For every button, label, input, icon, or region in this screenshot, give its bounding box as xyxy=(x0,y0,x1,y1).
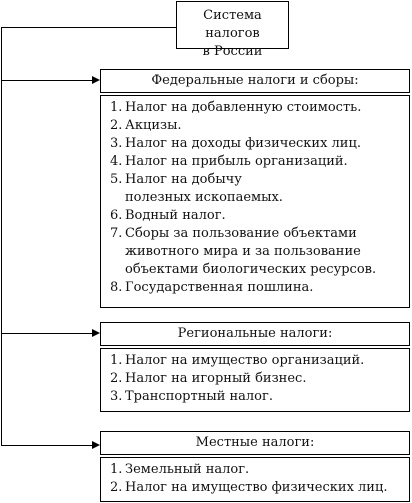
item-number: 3. xyxy=(110,136,123,151)
item-text: Налог на имущество физических лиц. xyxy=(125,480,388,495)
list-item xyxy=(110,117,409,135)
federal-list xyxy=(101,96,409,297)
regional-list xyxy=(101,349,409,406)
item-number: 1. xyxy=(110,100,123,115)
item-text: Государственная пошлина. xyxy=(125,280,314,295)
item-number: 4. xyxy=(110,154,123,169)
item-number: 1. xyxy=(110,353,123,368)
item-text: Земельный налог. xyxy=(125,462,250,477)
list-item xyxy=(110,99,409,117)
item-number: 2. xyxy=(110,480,123,495)
item-text: Налог на доходы физических лиц. xyxy=(125,136,361,151)
item-text: Акцизы. xyxy=(125,118,182,133)
arrow-federal xyxy=(92,76,100,84)
list-item xyxy=(110,370,409,388)
regional-title: Региональные налоги: xyxy=(177,326,333,341)
item-text: Налог на прибыль организаций. xyxy=(125,154,348,169)
connector-branch-federal xyxy=(1,80,93,81)
item-text: Налог на игорный бизнес. xyxy=(125,371,307,386)
local-title: Местные налоги: xyxy=(195,435,315,450)
local-list-box xyxy=(100,457,410,502)
federal-list-box xyxy=(100,95,410,308)
item-text: Водный налог. xyxy=(125,208,226,223)
federal-title: Федеральные налоги и сборы: xyxy=(151,73,359,88)
root-title-line1: Система налогов xyxy=(203,8,262,41)
item-text: Налог на имущество организаций. xyxy=(125,353,365,368)
item-number: 6. xyxy=(110,208,123,223)
federal-header xyxy=(100,69,410,93)
local-header xyxy=(100,431,410,455)
item-number: 3. xyxy=(110,389,123,404)
item-text: Налог на добавленную стоимость. xyxy=(125,100,362,115)
item-number: 2. xyxy=(110,371,123,386)
root-node xyxy=(176,1,289,59)
connector-branch-local xyxy=(1,445,93,446)
regional-list-box xyxy=(100,348,410,412)
item-number: 1. xyxy=(110,462,123,477)
list-item xyxy=(110,461,409,479)
connector-branch-regional xyxy=(1,333,93,334)
list-item xyxy=(110,352,409,370)
list-item xyxy=(110,225,409,279)
regional-header xyxy=(100,322,410,346)
list-item xyxy=(110,135,409,153)
item-number: 7. xyxy=(110,226,123,241)
arrow-local xyxy=(92,441,100,449)
connector-root-horizontal xyxy=(1,27,177,28)
list-item xyxy=(110,153,409,171)
list-item xyxy=(110,207,409,225)
arrow-regional xyxy=(92,329,100,337)
item-text: Сборы за пользование объектами животного мира и за пользование объектами биологических ресурсов. xyxy=(125,226,377,277)
local-list xyxy=(101,458,409,497)
item-number: 2. xyxy=(110,118,123,133)
root-title-line2: в России xyxy=(202,44,263,59)
list-item xyxy=(110,279,409,297)
item-text: Налог на добычу полезных ископаемых. xyxy=(125,172,283,205)
connector-trunk-vertical xyxy=(1,27,2,446)
item-text: Транспортный налог. xyxy=(125,389,273,404)
item-number: 8. xyxy=(110,280,123,295)
list-item xyxy=(110,171,409,207)
item-number: 5. xyxy=(110,172,123,187)
list-item xyxy=(110,388,409,406)
list-item xyxy=(110,479,409,497)
